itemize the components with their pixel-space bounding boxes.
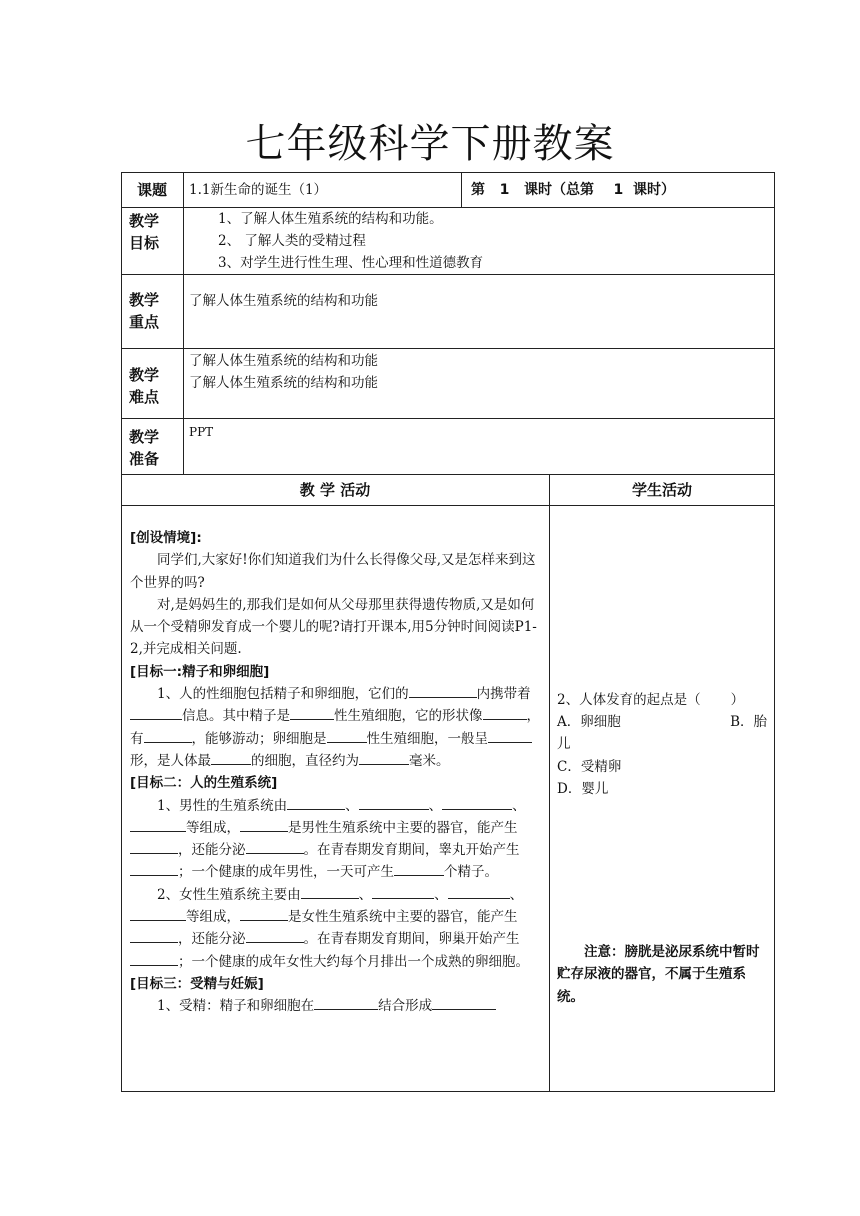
teaching-content: [创设情境]: 同学们,大家好!你们知道我们为什么长得像父母,又是怎样来到这个世界的吗? 对,是妈妈生的,那我们是如何从父母那里获得遗传物质,又是如何从一个受精卵发育成一个婴儿的呢?请打开课本,用5分钟时间阅读P1-2,并完成相关问题. [目标一:精子和卵细胞] 1、人的性细胞包括精子和卵细胞，它们的 内携带着信息。其中精子是 性生殖细胞，它的形状像 ，有 ，能够游动；卵细胞是 性生殖细胞，一般呈形，是人体最 的细胞，直径约为 毫米。 [目标二：人的生殖系统] 1、男性的生殖系统由 、 、 、等组成， 是男性生殖系统中主要的器官，能产生，还能分泌 。在青春期发育期间，睾丸开始产生；一个健康的成年男性，一天可产生 个精子。 2、女性生殖系统主要由 、 、 、等组成， 是女性生殖系统中主要的器官，能产生，还能分泌 。在青春期发育期间，卵巢开始产生；一个健康的成年女性大约每个月排出一个成熟的卵细胞。 [目标三：受精与妊娠] 1、受精：精子和卵细胞在 结合形成	[130, 530, 540, 1015]
preparation-value: PPT	[189, 425, 214, 439]
preparation-label: 教学 准备	[129, 428, 160, 468]
student-note: 注意：膀胱是泌尿系统中暂时贮存尿液的器官，不属于生殖系统。	[557, 944, 760, 1005]
goal-three-heading: [目标三：受精与妊娠]	[130, 975, 264, 992]
difficulty-value: 了解人体生殖系统的结构和功能 了解人体生殖系统的结构和功能	[189, 353, 378, 391]
key-point-label: 教学 重点	[129, 291, 160, 331]
lesson-plan-table	[121, 172, 775, 1092]
goal-two-heading: [目标二：人的生殖系统]	[130, 775, 278, 792]
document-title: 七年级科学下册教案	[245, 121, 615, 167]
goal-one-heading: [目标一:精子和卵细胞]	[130, 663, 270, 680]
difficulty-label: 教学 难点	[129, 366, 160, 406]
student-question: 2、人体发育的起点是（ ） A．卵细胞 B．胎 儿 C．受精卵 D．婴儿	[557, 692, 767, 797]
goals-list: 1、了解人体生殖系统的结构和功能。 2、 了解人类的受精过程 3、对学生进行性生理、性心理和性道德教育	[218, 211, 484, 271]
student-activity-header: 学生活动	[631, 481, 692, 499]
lesson-number: 第 1 课时（总第 1 课时）	[471, 182, 675, 198]
key-point-value: 了解人体生殖系统的结构和功能	[189, 293, 378, 309]
goals-label: 教学 目标	[129, 212, 160, 252]
topic-label: 课题	[136, 181, 167, 199]
teaching-activity-header: 教 学 活动	[299, 481, 371, 499]
topic-value: 1.1新生命的诞生（1）	[189, 182, 328, 198]
